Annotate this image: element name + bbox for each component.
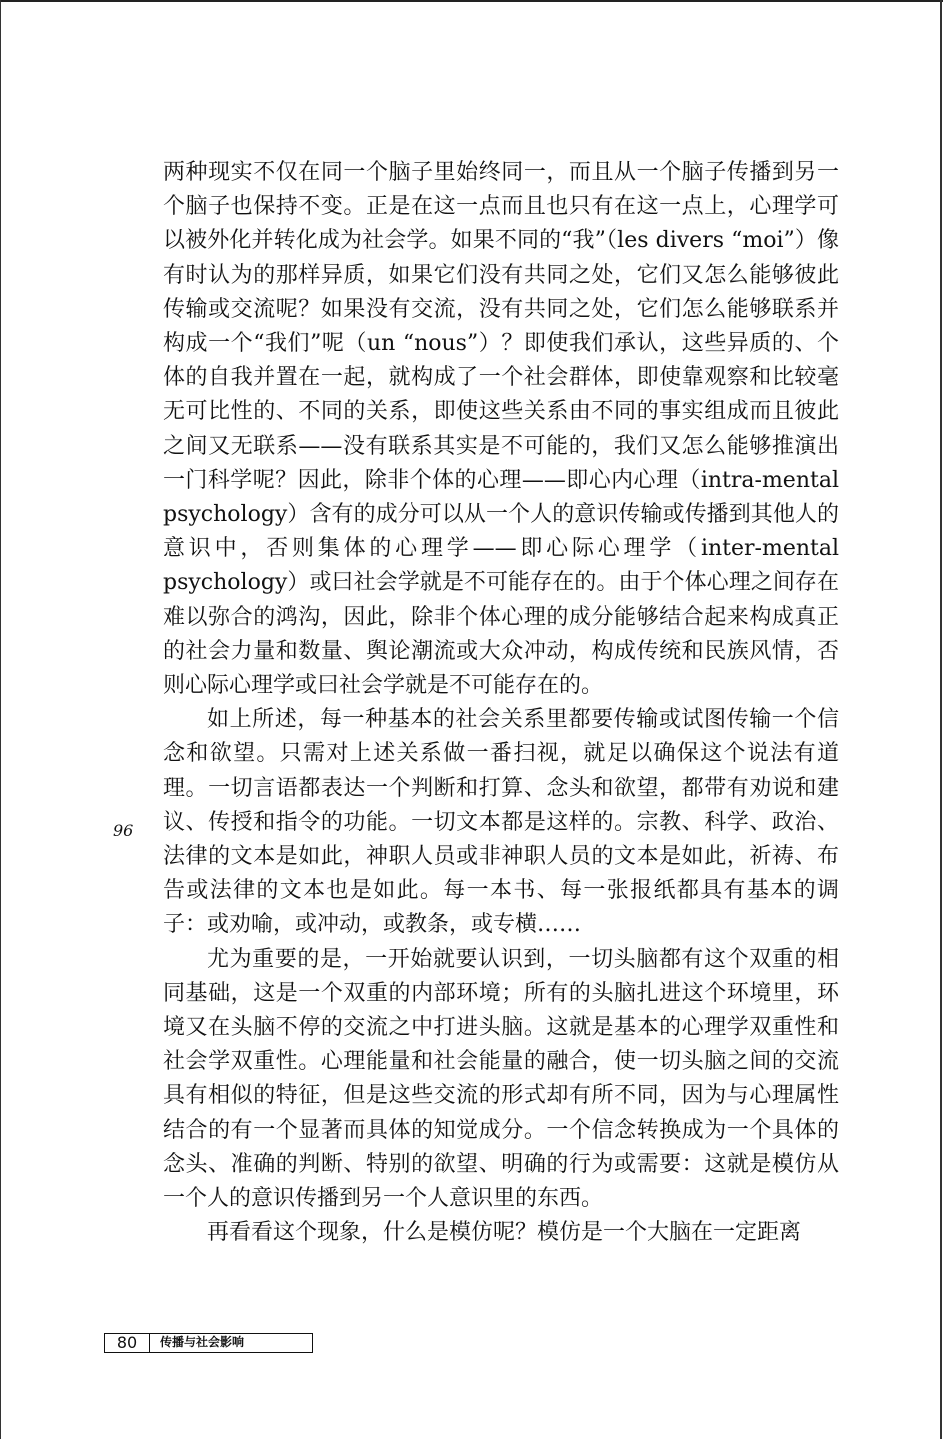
- paragraph-3: 尤为重要的是，一开始就要认识到，一切头脑都有这个双重的相同基础，这是一个双重的内部环境；所有的头脑扎进这个环境里，环境又在头脑不停的交流之中打进头脑。这就是基本的心理学双重性和社会学双重性。心理能量和社会能量的融合，使一切头脑之间的交流具有相似的特征，但是这些交流的形式却有所不同，因为与心理属性结合的有一个显著而具体的知觉成分。一个信念转换成为一个具体的念头、准确的判断、特别的欲望、明确的行为或需要：这就是模仿从一个人的意识传播到另一个人意识里的东西。: [163, 946, 839, 1212]
- paragraph-2: 如上所述，每一种基本的社会关系里都要传输或试图传输一个信念和欲望。只需对上述关系做一番扫视，就足以确保这个说法有道理。一切言语都表达一个判断和打算、念头和欲望，都带有劝说和建议、传授和指令的功能。一切文本都是这样的。宗教、科学、政治、法律的文本是如此，神职人员或非神职人员的文本是如此，祈祷、布告或法律的文本也是如此。每一本书、每一张报纸都具有基本的调子：或劝喻，或冲动，或教条，或专横……: [163, 707, 839, 938]
- paragraph-4: 再看看这个现象，什么是模仿呢？模仿是一个大脑在一定距离: [207, 1220, 802, 1246]
- right-border: [940, 0, 942, 1439]
- page-footer: [104, 1333, 313, 1353]
- top-border: [0, 0, 943, 2]
- margin-page-reference: 96: [113, 821, 134, 840]
- body-text: [163, 156, 839, 1251]
- left-border: [0, 0, 1, 1439]
- page-number: 80: [104, 1333, 150, 1353]
- running-title: 传播与社会影响: [150, 1333, 313, 1353]
- paragraph-1: 两种现实不仅在同一个脑子里始终同一，而且从一个脑子传播到另一个脑子也保持不变。正是在这一点而且也只有在这一点上，心理学可以被外化并转化成为社会学。如果不同的“我”（les divers “moi”）像有时认为的那样异质，如果它们没有共同之处，它们又怎么能够彼此传输或交流呢？如果没有交流，没有共同之处，它们怎么能够联系并构成一个“我们”呢（un “nous”）？即使我们承认，这些异质的、个体的自我并置在一起，就构成了一个社会群体，即使靠观察和比较毫无可比性的、不同的关系，即使这些关系由不同的事实组成而且彼此之间又无联系——没有联系其实是不可能的，我们又怎么能够推演出一门科学呢？因此，除非个体的心理——即心内心理（intra-mental psychology）含有的成分可以从一个人的意识传输或传播到其他人的意识中，否则集体的心理学——即心际心理学（inter-mental psychology）或曰社会学就是不可能存在的。由于个体心理之间存在难以弥合的鸿沟，因此，除非个体心理的成分能够结合起来构成真正的社会力量和数量、舆论潮流或大众冲动，构成传统和民族风情，否则心际心理学或曰社会学就是不可能存在的。: [163, 160, 839, 699]
